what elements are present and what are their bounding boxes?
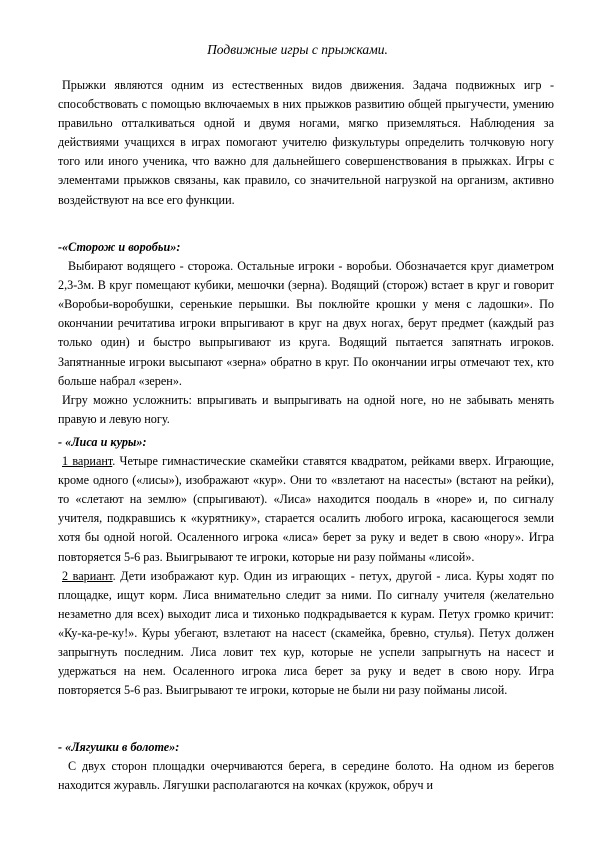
game-section-storozh xyxy=(58,238,554,429)
intro-section xyxy=(58,76,554,210)
game-section-lisa xyxy=(58,433,554,700)
game-paragraph-storozh-2: Игру можно усложнить: впрыгивать и выпрыгивать на одной ноге, но не забывать менять правую и левую ногу. xyxy=(58,392,554,426)
variant-2-text: . Дети изображают кур. Один из играющих - петух, другой - лиса. Куры ходят по площадке, ищут корм. Лиса внимательно следит за ними. По сигналу учителя (желательно незаметно для всех) выходит лиса и тихонько подкрадывается к курам. Петух громко кричит: «Ку-ка-ре-ку!». Куры убегают, взлетают на насест (скамейка, бревно, стулья). Петух должен запрыгнуть последним. Лиса ловит тех кур, которые не успели запрыгнуть на насест и удержаться на нем. Осаленного игрока лиса берет за руку и ведет в свою нору. Игра повторяется 5-6 раз. Выигрывают те игроки, которые не были ни разу пойманы лисой. xyxy=(58,568,555,698)
game-heading-lyagushki: - «Лягушки в болоте»: xyxy=(58,740,180,754)
variant-2-label: 2 вариант xyxy=(62,568,113,583)
game-section-lyagushki xyxy=(58,738,554,795)
variant-2-paragraph xyxy=(58,567,554,701)
page-title: Подвижные игры с прыжками. xyxy=(207,42,388,57)
game-heading-lisa: - «Лиса и куры»: xyxy=(58,435,147,449)
intro-paragraph: Прыжки являются одним из естественных видов движения. Задача подвижных игр - способствовать с помощью включаемых в них прыжков развитию общей прыгучести, умению правильно отталкиваться одной и двумя ногами, мягко приземляться. Наблюдения за действиями учащихся в играх помогают учителю физкультуры определить толчковую ногу того или иного ученика, что важно для дальнейшего совершенствования в прыжках. Игры с элементами прыжков связаны, как правило, со значительной нагрузкой на организм, активно воздействуют на все его функции. xyxy=(58,78,554,207)
variant-1-paragraph xyxy=(58,452,554,567)
variant-1-label: 1 вариант xyxy=(62,454,113,469)
game-paragraph-storozh-1: Выбирают водящего - сторожа. Остальные игроки - воробьи. Обозначается круг диаметром 2,3-3м. В круг помещают кубики, мешочки (зерна). Водящий (сторож) встает в круг и говорит «Воробьи-воробушки, серенькие перышки. Вы поклюйте крошки у меня с ладошки». По окончании речитатива игроки впрыгивают в круг на двух ногах, берут предмет (каждый раз только один) и быстро выпрыгивают из круга. Водящий пытается запятнать игроков. Запятнанные игроки высыпают «зерна» обратно в круг. По окончании игры отмечают тех, кто больше набрал «зерен». xyxy=(58,259,554,388)
variant-1-text: . Четыре гимнастические скамейки ставятся квадратом, рейками вверх. Играющие, кроме одного («лисы»), изображают «кур». Они то «взлетают на насесты» (встают на рейки), то «слетают на землю» (спрыгивают). «Лиса» находится поодаль в «норе» и, по сигналу учителя, подкравшись к «курятнику», старается осалить любого игрока, касающегося земли хотя бы одной ногой. Осаленного игрока «лиса» берет за руку и ведет в свою «нору». Игра повторяется 5-6 раз. Выигрывают те игроки, которые ни разу пойманы «лисой». xyxy=(58,454,554,564)
game-paragraph-lyagushki-1: С двух сторон площадки очерчиваются берега, в середине болото. На одном из берегов находится журавль. Лягушки располагаются на кочках (кружок, обруч и xyxy=(58,759,554,793)
game-heading-storozh: -«Сторож и воробьи»: xyxy=(58,240,181,254)
